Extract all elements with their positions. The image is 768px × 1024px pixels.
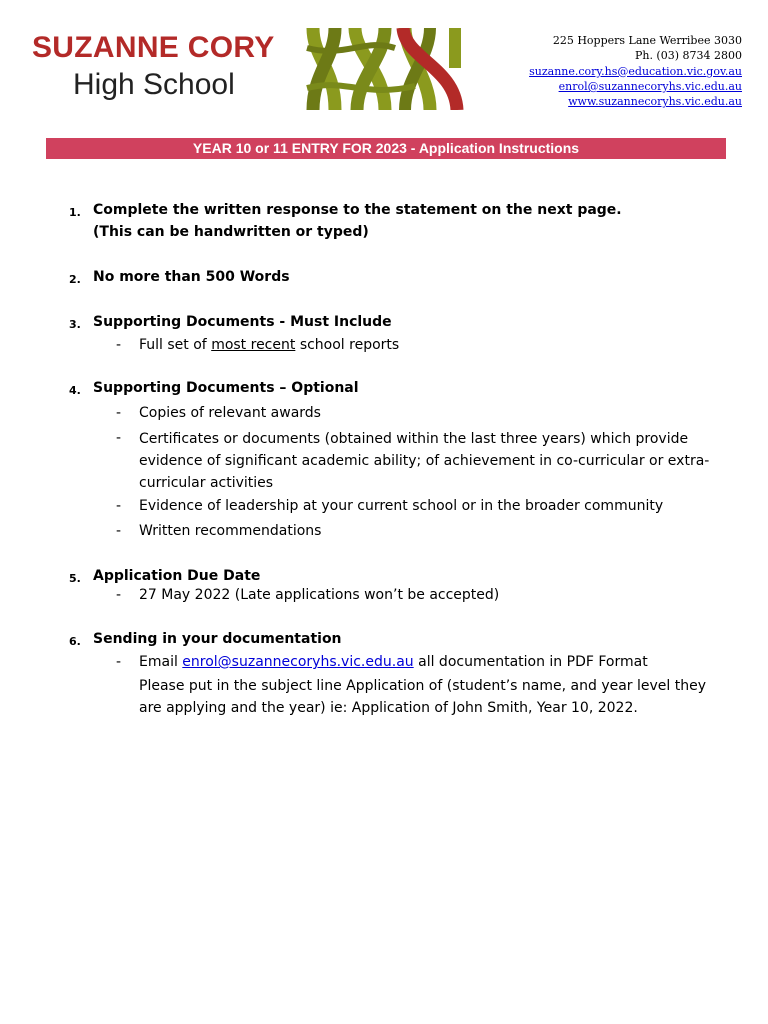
bullet-dash: - (116, 498, 122, 514)
bullet-text: Copies of relevant awards (139, 405, 321, 421)
bullet-text-pre: Full set of (139, 337, 207, 353)
bullet-dash: - (116, 337, 122, 353)
item-title: Supporting Documents – Optional (93, 380, 359, 396)
item-number: 2. (69, 273, 81, 286)
bullet-text-underlined: most recent (211, 337, 296, 353)
school-subtitle: High School (73, 68, 235, 101)
bullet-text: Evidence of leadership at your current school or in the broader community (139, 498, 664, 514)
enrol-email-link[interactable]: enrol@suzannecoryhs.vic.edu.au (182, 654, 414, 670)
item-title: Supporting Documents - Must Include (93, 314, 392, 330)
item-number: 6. (69, 635, 81, 648)
email-link-2[interactable]: enrol@suzannecoryhs.vic.edu.au (558, 79, 742, 93)
website-link[interactable]: www.suzannecoryhs.vic.edu.au (568, 95, 742, 109)
bullet-text-pre: Email (139, 654, 178, 670)
bullet-dash: - (116, 405, 122, 421)
bullet-text-post: all documentation in PDF Format (418, 654, 648, 670)
item-title: Complete the written response to the statement on the next page. (93, 202, 622, 218)
bullet-text: 27 May 2022 (Late applications won’t be accepted) (139, 587, 500, 603)
item-title-note: (This can be handwritten or typed) (93, 224, 369, 240)
item-title: Application Due Date (93, 568, 261, 584)
bullet-dash: - (116, 523, 122, 539)
bullet-text (139, 654, 648, 670)
phone-text: Ph. (03) 8734 2800 (634, 49, 742, 63)
item-title: No more than 500 Words (93, 269, 290, 285)
item-number: 5. (69, 572, 81, 585)
bullet-text: Certificates or documents (obtained within the last three years) which provide evidence of significant academic ability; of achievement in co-curricular or extra-curricular activities (139, 431, 710, 491)
bullet-text-continued: Please put in the subject line Application of (student’s name, and year level they are applying and the year) ie: Application of John Smith, Year 10, 2022. (139, 678, 706, 716)
school-name: SUZANNE CORY (32, 31, 275, 64)
address-text: 225 Hoppers Lane Werribee 3030 (552, 34, 742, 47)
email-link-1[interactable]: suzanne.cory.hs@education.vic.gov.au (529, 64, 742, 78)
school-emblem-icon (305, 28, 469, 110)
bullet-text: Written recommendations (139, 523, 322, 539)
bullet-text-post: school reports (299, 337, 400, 353)
contact-info (529, 33, 742, 109)
item-number: 1. (69, 206, 81, 219)
item-number: 4. (69, 384, 81, 397)
item-title: Sending in your documentation (93, 631, 342, 647)
bullet-dash: - (116, 430, 122, 446)
bullet-dash: - (116, 654, 122, 670)
bullet-dash: - (116, 587, 122, 603)
title-banner: YEAR 10 or 11 ENTRY FOR 2023 - Application Instructions (46, 138, 726, 159)
bullet-text (139, 337, 399, 353)
item-number: 3. (69, 318, 81, 331)
